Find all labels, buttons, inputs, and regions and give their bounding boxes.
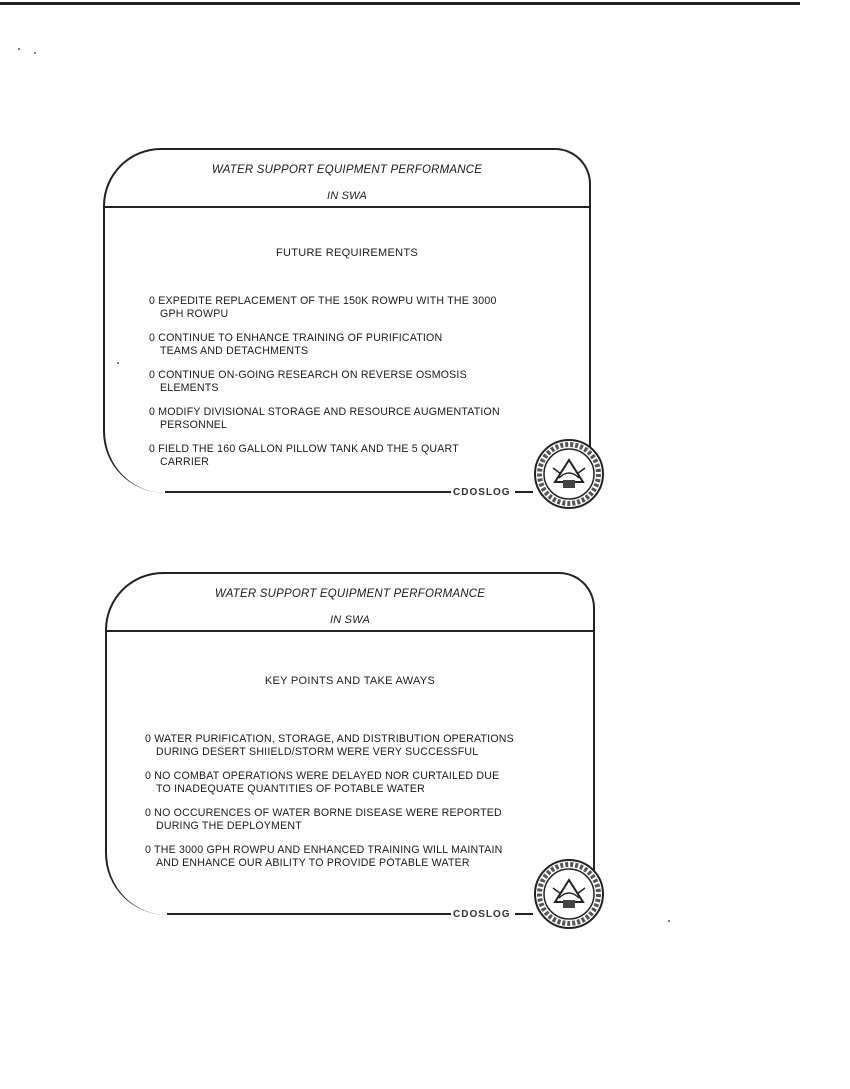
scan-speck bbox=[34, 52, 36, 54]
list-item: 0 WATER PURIFICATION, STORAGE, AND DISTRIBUTION OPERATIONS DURING DESERT SHIIELD/STORM WERE VERY SUCCESSFUL bbox=[145, 733, 514, 758]
slide-key-points bbox=[105, 572, 595, 920]
slide-future-requirements bbox=[103, 148, 591, 498]
scan-top-border bbox=[0, 2, 800, 5]
list-item: 0 CONTINUE ON-GOING RESEARCH ON REVERSE OSMOSIS ELEMENTS bbox=[149, 369, 467, 394]
bullet-list bbox=[149, 295, 581, 480]
slide-heading: FUTURE REQUIREMENTS bbox=[276, 247, 418, 259]
list-item: 0 NO OCCURENCES OF WATER BORNE DISEASE WERE REPORTED DURING THE DEPLOYMENT bbox=[145, 807, 502, 832]
list-item: 0 FIELD THE 160 GALLON PILLOW TANK AND THE 5 QUART CARRIER bbox=[149, 443, 459, 468]
list-item: 0 THE 3000 GPH ROWPU AND ENHANCED TRAINING WILL MAINTAIN AND ENHANCE OUR ABILITY TO PROVIDE POTABLE WATER bbox=[145, 844, 503, 869]
footer-rule-end bbox=[515, 913, 533, 915]
footer-rule bbox=[167, 913, 451, 915]
list-item: 0 EXPEDITE REPLACEMENT OF THE 150K ROWPU WITH THE 3000 GPH ROWPU bbox=[149, 295, 497, 320]
bullet-list bbox=[145, 733, 585, 881]
slide-title: WATER SUPPORT EQUIPMENT PERFORMANCE bbox=[214, 588, 486, 600]
title-divider bbox=[105, 630, 595, 632]
cdoslog-logo: CDOSLOG bbox=[453, 909, 511, 920]
cdoslog-logo: CDOSLOG bbox=[453, 487, 511, 498]
scan-speck bbox=[668, 920, 670, 922]
army-seal-icon bbox=[533, 438, 605, 510]
title-divider bbox=[103, 206, 591, 208]
footer-rule bbox=[165, 491, 451, 493]
slide-heading: KEY POINTS AND TAKE AWAYS bbox=[264, 675, 436, 687]
list-item: 0 MODIFY DIVISIONAL STORAGE AND RESOURCE AUGMENTATION PERSONNEL bbox=[149, 406, 500, 431]
slide-title: WATER SUPPORT EQUIPMENT PERFORMANCE bbox=[211, 164, 483, 176]
list-item: 0 CONTINUE TO ENHANCE TRAINING OF PURIFICATION TEAMS AND DETACHMENTS bbox=[149, 332, 443, 357]
list-item: 0 NO COMBAT OPERATIONS WERE DELAYED NOR CURTAILED DUE TO INADEQUATE QUANTITIES OF POTABLE WATER bbox=[145, 770, 500, 795]
slide-subtitle: IN SWA bbox=[326, 190, 368, 202]
slide-subtitle: IN SWA bbox=[329, 614, 371, 626]
footer-rule-end bbox=[515, 491, 533, 493]
scan-speck bbox=[18, 48, 20, 50]
army-seal-icon bbox=[533, 858, 605, 930]
